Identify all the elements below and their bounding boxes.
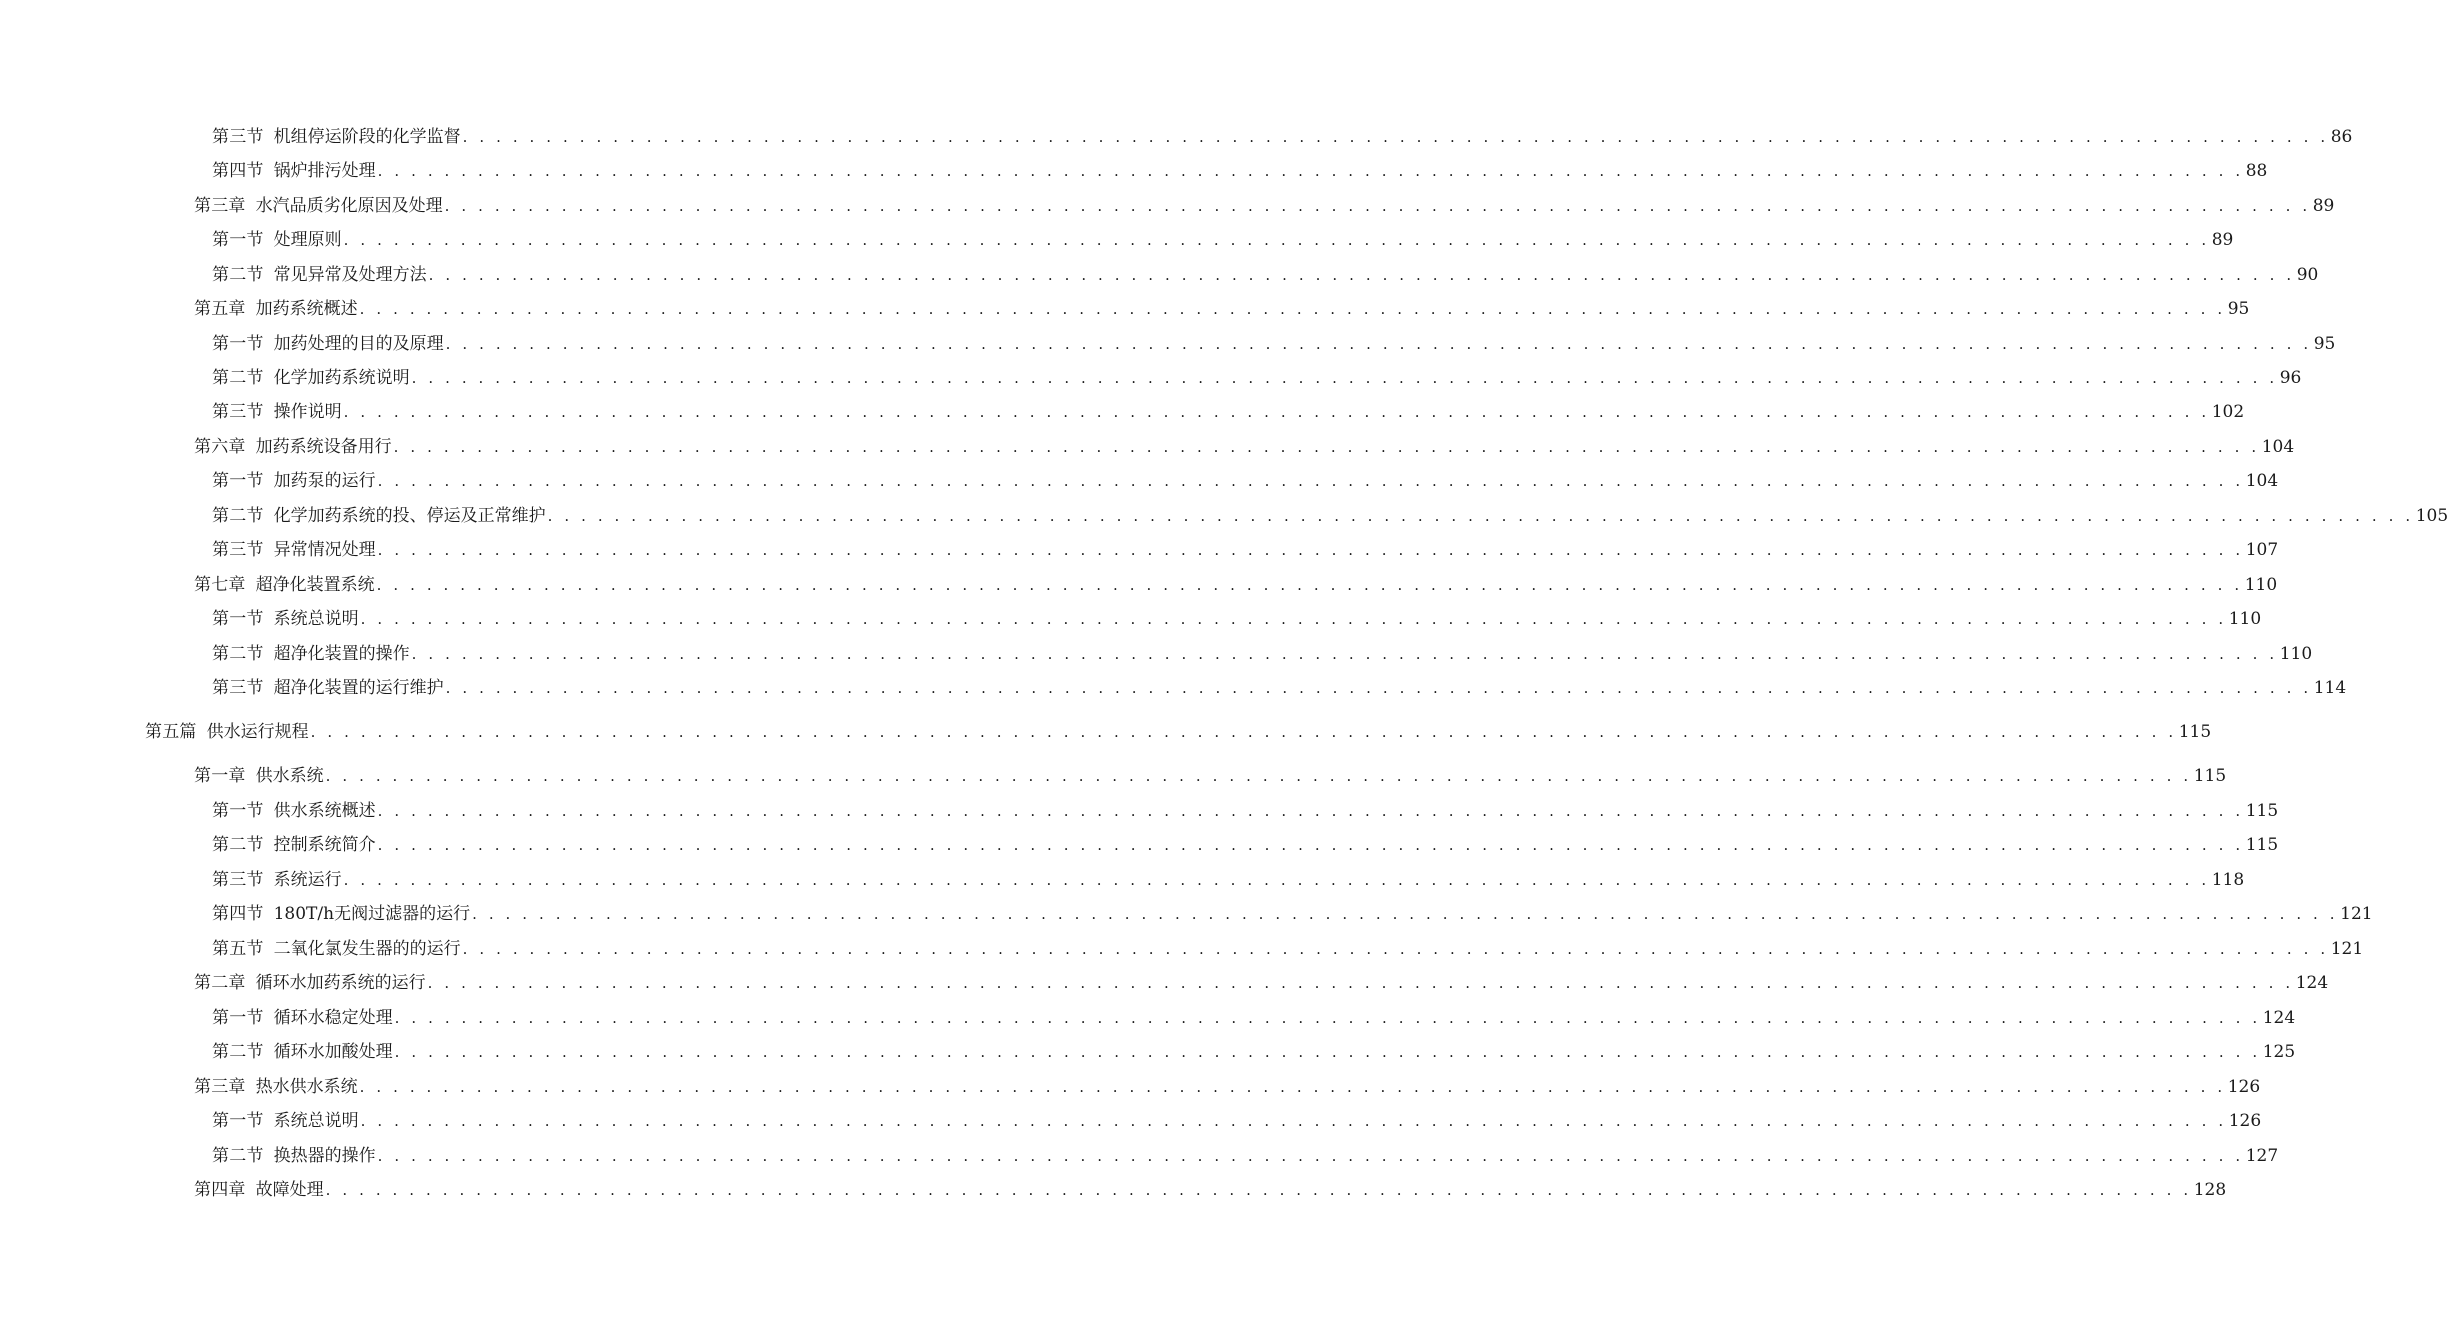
toc-entry — [212, 1109, 2262, 1133]
entry-title: 循环水加药系统的运行 — [255, 973, 426, 993]
entry-title: 加药系统概述 — [255, 299, 358, 319]
entry-page-number: 127 — [2245, 1146, 2279, 1166]
entry-page-number: 115 — [2245, 835, 2279, 855]
entry-label: 第二节 — [212, 506, 264, 526]
entry-page-number: 89 — [2211, 230, 2234, 250]
dot-leader: . . . . . . . . . . . . . . . . . . . . . . . . . . . . . . . . . . . . . . . . . . . . . . . . . . . . . . . . . . . . . . . . . . . . . . . . . . . . . . . . . . . . . . . . . . . . . . . . . . . . . . . . . . . . . . . . — [411, 645, 2278, 663]
entry-page-number: 128 — [2193, 1180, 2227, 1200]
dot-leader: . . . . . . . . . . . . . . . . . . . . . . . . . . . . . . . . . . . . . . . . . . . . . . . . . . . . . . . . . . . . . . . . . . . . . . . . . . . . . . . . . . . . . . . . . . . . . . . . . . . . . . . . . . . . . . . . — [462, 128, 2329, 146]
entry-label: 第三章 — [194, 1077, 246, 1097]
toc-entry — [194, 573, 2278, 597]
dot-leader: . . . . . . . . . . . . . . . . . . . . . . . . . . . . . . . . . . . . . . . . . . . . . . . . . . . . . . . . . . . . . . . . . . . . . . . . . . . . . . . . . . . . . . . . . . . . . . . . . . . . . . . . . . . . . . . . — [472, 905, 2339, 923]
dot-leader: . . . . . . . . . . . . . . . . . . . . . . . . . . . . . . . . . . . . . . . . . . . . . . . . . . . . . . . . . . . . . . . . . . . . . . . . . . . . . . . . . . . . . . . . . . . . . . . . . . . . . . . . . . . . . . . . — [377, 802, 2244, 820]
entry-title: 二氧化氯发生器的的运行 — [273, 939, 461, 959]
entry-label: 第四节 — [212, 161, 264, 181]
dot-leader: . . . . . . . . . . . . . . . . . . . . . . . . . . . . . . . . . . . . . . . . . . . . . . . . . . . . . . . . . . . . . . . . . . . . . . . . . . . . . . . . . . . . . . . . . . . . . . . . . . . . . . . . . . . . . . . . — [445, 335, 2312, 353]
entry-label: 第二节 — [212, 644, 264, 664]
entry-title: 加药处理的目的及原理 — [273, 334, 444, 354]
entry-label: 第四节 — [212, 904, 264, 924]
entry-title: 循环水稳定处理 — [273, 1008, 393, 1028]
toc-entry — [194, 971, 2329, 995]
entry-title: 锅炉排污处理 — [273, 161, 376, 181]
toc-entry — [212, 228, 2234, 252]
entry-page-number: 90 — [2296, 265, 2319, 285]
toc-entry — [212, 676, 2347, 700]
entry-title: 换热器的操作 — [273, 1146, 376, 1166]
toc-entry — [194, 764, 2227, 788]
entry-title: 水汽品质劣化原因及处理 — [255, 196, 443, 216]
entry-page-number: 104 — [2261, 437, 2295, 457]
entry-label: 第一节 — [212, 1008, 264, 1028]
toc-entry — [212, 833, 2279, 857]
entry-title: 常见异常及处理方法 — [273, 265, 427, 285]
dot-leader: . . . . . . . . . . . . . . . . . . . . . . . . . . . . . . . . . . . . . . . . . . . . . . . . . . . . . . . . . . . . . . . . . . . . . . . . . . . . . . . . . . . . . . . . . . . . . . . . . . . . . . . . . . . . . . . . — [359, 1078, 2226, 1096]
toc-entry — [212, 263, 2319, 287]
dot-leader: . . . . . . . . . . . . . . . . . . . . . . . . . . . . . . . . . . . . . . . . . . . . . . . . . . . . . . . . . . . . . . . . . . . . . . . . . . . . . . . . . . . . . . . . . . . . . . . . . . . . . . . . . . . . . . . . — [377, 836, 2244, 854]
entry-title: 故障处理 — [255, 1180, 324, 1200]
dot-leader: . . . . . . . . . . . . . . . . . . . . . . . . . . . . . . . . . . . . . . . . . . . . . . . . . . . . . . . . . . . . . . . . . . . . . . . . . . . . . . . . . . . . . . . . . . . . . . . . . . . . . . . . . . . . . . . . — [310, 723, 2177, 741]
dot-leader: . . . . . . . . . . . . . . . . . . . . . . . . . . . . . . . . . . . . . . . . . . . . . . . . . . . . . . . . . . . . . . . . . . . . . . . . . . . . . . . . . . . . . . . . . . . . . . . . . . . . . . . . . . . . . . . . — [360, 610, 2227, 628]
entry-title: 操作说明 — [273, 402, 342, 422]
entry-label: 第一节 — [212, 609, 264, 629]
entry-label: 第二章 — [194, 973, 246, 993]
toc-entry — [194, 1075, 2261, 1099]
toc-entry — [194, 435, 2295, 459]
entry-title: 化学加药系统的投、停运及正常维护 — [273, 506, 546, 526]
entry-page-number: 89 — [2312, 196, 2335, 216]
dot-leader: . . . . . . . . . . . . . . . . . . . . . . . . . . . . . . . . . . . . . . . . . . . . . . . . . . . . . . . . . . . . . . . . . . . . . . . . . . . . . . . . . . . . . . . . . . . . . . . . . . . . . . . . . . . . . . . . — [377, 472, 2244, 490]
toc-entry — [212, 607, 2262, 631]
entry-title: 处理原则 — [273, 230, 342, 250]
entry-label: 第三节 — [212, 870, 264, 890]
dot-leader: . . . . . . . . . . . . . . . . . . . . . . . . . . . . . . . . . . . . . . . . . . . . . . . . . . . . . . . . . . . . . . . . . . . . . . . . . . . . . . . . . . . . . . . . . . . . . . . . . . . . . . . . . . . . . . . . — [428, 266, 2295, 284]
entry-title: 化学加药系统说明 — [273, 368, 410, 388]
entry-page-number: 86 — [2330, 127, 2353, 147]
toc-entry — [212, 868, 2245, 892]
entry-label: 第五节 — [212, 939, 264, 959]
entry-title: 机组停运阶段的化学监督 — [273, 127, 461, 147]
entry-page-number: 126 — [2227, 1077, 2261, 1097]
dot-leader: . . . . . . . . . . . . . . . . . . . . . . . . . . . . . . . . . . . . . . . . . . . . . . . . . . . . . . . . . . . . . . . . . . . . . . . . . . . . . . . . . . . . . . . . . . . . . . . . . . . . . . . . . . . . . . . . — [343, 231, 2210, 249]
entry-label: 第二节 — [212, 1042, 264, 1062]
dot-leader: . . . . . . . . . . . . . . . . . . . . . . . . . . . . . . . . . . . . . . . . . . . . . . . . . . . . . . . . . . . . . . . . . . . . . . . . . . . . . . . . . . . . . . . . . . . . . . . . . . . . . . . . . . . . . . . . — [325, 767, 2192, 785]
entry-title: 系统总说明 — [273, 609, 359, 629]
entry-title: 加药泵的运行 — [273, 471, 376, 491]
toc-entry — [212, 125, 2353, 149]
entry-title: 异常情况处理 — [273, 540, 376, 560]
toc-entry — [212, 902, 2373, 926]
entry-title: 加药系统设备用行 — [255, 437, 392, 457]
entry-title: 热水供水系统 — [255, 1077, 358, 1097]
entry-label: 第五篇 — [145, 722, 197, 742]
entry-page-number: 88 — [2245, 161, 2268, 181]
entry-title: 控制系统简介 — [273, 835, 376, 855]
entry-page-number: 95 — [2313, 334, 2336, 354]
entry-label: 第三节 — [212, 127, 264, 147]
dot-leader: . . . . . . . . . . . . . . . . . . . . . . . . . . . . . . . . . . . . . . . . . . . . . . . . . . . . . . . . . . . . . . . . . . . . . . . . . . . . . . . . . . . . . . . . . . . . . . . . . . . . . . . . . . . . . . . . — [343, 871, 2210, 889]
entry-label: 第三章 — [194, 196, 246, 216]
entry-title: 系统总说明 — [273, 1111, 359, 1131]
entry-label: 第一节 — [212, 1111, 264, 1131]
dot-leader: . . . . . . . . . . . . . . . . . . . . . . . . . . . . . . . . . . . . . . . . . . . . . . . . . . . . . . . . . . . . . . . . . . . . . . . . . . . . . . . . . . . . . . . . . . . . . . . . . . . . . . . . . . . . . . . . — [394, 1009, 2261, 1027]
entry-label: 第一节 — [212, 801, 264, 821]
toc-entry — [212, 538, 2279, 562]
toc-entry — [212, 937, 2364, 961]
entry-page-number: 126 — [2228, 1111, 2262, 1131]
dot-leader: . . . . . . . . . . . . . . . . . . . . . . . . . . . . . . . . . . . . . . . . . . . . . . . . . . . . . . . . . . . . . . . . . . . . . . . . . . . . . . . . . . . . . . . . . . . . . . . . . . . . . . . . . . . . . . . . — [393, 438, 2260, 456]
toc-entry — [212, 1040, 2296, 1064]
entry-page-number: 107 — [2245, 540, 2279, 560]
dot-leader: . . . . . . . . . . . . . . . . . . . . . . . . . . . . . . . . . . . . . . . . . . . . . . . . . . . . . . . . . . . . . . . . . . . . . . . . . . . . . . . . . . . . . . . . . . . . . . . . . . . . . . . . . . . . . . . . — [411, 369, 2278, 387]
entry-page-number: 96 — [2279, 368, 2302, 388]
entry-page-number: 110 — [2228, 609, 2262, 629]
toc-entry — [194, 194, 2335, 218]
entry-page-number: 115 — [2245, 801, 2279, 821]
entry-page-number: 124 — [2295, 973, 2329, 993]
dot-leader: . . . . . . . . . . . . . . . . . . . . . . . . . . . . . . . . . . . . . . . . . . . . . . . . . . . . . . . . . . . . . . . . . . . . . . . . . . . . . . . . . . . . . . . . . . . . . . . . . . . . . . . . . . . . . . . . — [376, 576, 2243, 594]
entry-label: 第三节 — [212, 540, 264, 560]
entry-label: 第二节 — [212, 835, 264, 855]
dot-leader: . . . . . . . . . . . . . . . . . . . . . . . . . . . . . . . . . . . . . . . . . . . . . . . . . . . . . . . . . . . . . . . . . . . . . . . . . . . . . . . . . . . . . . . . . . . . . . . . . . . . . . . . . . . . . . . . — [394, 1043, 2261, 1061]
dot-leader: . . . . . . . . . . . . . . . . . . . . . . . . . . . . . . . . . . . . . . . . . . . . . . . . . . . . . . . . . . . . . . . . . . . . . . . . . . . . . . . . . . . . . . . . . . . . . . . . . . . . . . . . . . . . . . . . — [360, 1112, 2227, 1130]
dot-leader: . . . . . . . . . . . . . . . . . . . . . . . . . . . . . . . . . . . . . . . . . . . . . . . . . . . . . . . . . . . . . . . . . . . . . . . . . . . . . . . . . . . . . . . . . . . . . . . . . . . . . . . . . . . . . . . . — [359, 300, 2226, 318]
entry-title: 系统运行 — [273, 870, 342, 890]
entry-title: 循环水加酸处理 — [273, 1042, 393, 1062]
entry-page-number: 121 — [2330, 939, 2364, 959]
entry-label: 第五章 — [194, 299, 246, 319]
toc-entry — [212, 469, 2279, 493]
dot-leader: . . . . . . . . . . . . . . . . . . . . . . . . . . . . . . . . . . . . . . . . . . . . . . . . . . . . . . . . . . . . . . . . . . . . . . . . . . . . . . . . . . . . . . . . . . . . . . . . . . . . . . . . . . . . . . . . — [547, 507, 2414, 525]
entry-page-number: 110 — [2244, 575, 2278, 595]
entry-title: 超净化装置的运行维护 — [273, 678, 444, 698]
entry-page-number: 121 — [2340, 904, 2373, 924]
dot-leader: . . . . . . . . . . . . . . . . . . . . . . . . . . . . . . . . . . . . . . . . . . . . . . . . . . . . . . . . . . . . . . . . . . . . . . . . . . . . . . . . . . . . . . . . . . . . . . . . . . . . . . . . . . . . . . . . — [377, 1147, 2244, 1165]
toc-entry — [212, 799, 2279, 823]
toc-entry — [194, 297, 2250, 321]
entry-label: 第二节 — [212, 1146, 264, 1166]
entry-title: 超净化装置系统 — [255, 575, 375, 595]
entry-label: 第二节 — [212, 368, 264, 388]
toc-entry — [212, 332, 2336, 356]
entry-title: 供水运行规程 — [206, 722, 309, 742]
entry-title: 供水系统概述 — [273, 801, 376, 821]
entry-label: 第六章 — [194, 437, 246, 457]
dot-leader: . . . . . . . . . . . . . . . . . . . . . . . . . . . . . . . . . . . . . . . . . . . . . . . . . . . . . . . . . . . . . . . . . . . . . . . . . . . . . . . . . . . . . . . . . . . . . . . . . . . . . . . . . . . . . . . . — [377, 541, 2244, 559]
toc-entry — [212, 504, 2448, 528]
toc-entry — [212, 159, 2268, 183]
entry-label: 第一章 — [194, 766, 246, 786]
dot-leader: . . . . . . . . . . . . . . . . . . . . . . . . . . . . . . . . . . . . . . . . . . . . . . . . . . . . . . . . . . . . . . . . . . . . . . . . . . . . . . . . . . . . . . . . . . . . . . . . . . . . . . . . . . . . . . . . — [325, 1181, 2192, 1199]
entry-page-number: 124 — [2262, 1008, 2296, 1028]
entry-page-number: 114 — [2313, 678, 2347, 698]
entry-page-number: 118 — [2211, 870, 2245, 890]
entry-page-number: 125 — [2262, 1042, 2296, 1062]
entry-label: 第一节 — [212, 471, 264, 491]
toc-entry — [194, 1178, 2227, 1202]
entry-label: 第三节 — [212, 678, 264, 698]
entry-label: 第四章 — [194, 1180, 246, 1200]
dot-leader: . . . . . . . . . . . . . . . . . . . . . . . . . . . . . . . . . . . . . . . . . . . . . . . . . . . . . . . . . . . . . . . . . . . . . . . . . . . . . . . . . . . . . . . . . . . . . . . . . . . . . . . . . . . . . . . . — [377, 162, 2244, 180]
entry-title: 180T/h无阀过滤器的运行 — [273, 904, 471, 924]
dot-leader: . . . . . . . . . . . . . . . . . . . . . . . . . . . . . . . . . . . . . . . . . . . . . . . . . . . . . . . . . . . . . . . . . . . . . . . . . . . . . . . . . . . . . . . . . . . . . . . . . . . . . . . . . . . . . . . . — [427, 974, 2294, 992]
entry-page-number: 115 — [2178, 722, 2212, 742]
entry-label: 第七章 — [194, 575, 246, 595]
dot-leader: . . . . . . . . . . . . . . . . . . . . . . . . . . . . . . . . . . . . . . . . . . . . . . . . . . . . . . . . . . . . . . . . . . . . . . . . . . . . . . . . . . . . . . . . . . . . . . . . . . . . . . . . . . . . . . . . — [445, 679, 2312, 697]
toc-entry — [145, 720, 2212, 744]
entry-page-number: 95 — [2227, 299, 2250, 319]
toc-entry — [212, 1006, 2296, 1030]
toc-entry — [212, 366, 2302, 390]
entry-title: 超净化装置的操作 — [273, 644, 410, 664]
entry-label: 第一节 — [212, 230, 264, 250]
entry-label: 第二节 — [212, 265, 264, 285]
toc-entry — [212, 400, 2245, 424]
dot-leader: . . . . . . . . . . . . . . . . . . . . . . . . . . . . . . . . . . . . . . . . . . . . . . . . . . . . . . . . . . . . . . . . . . . . . . . . . . . . . . . . . . . . . . . . . . . . . . . . . . . . . . . . . . . . . . . . — [444, 197, 2311, 215]
entry-label: 第三节 — [212, 402, 264, 422]
entry-label: 第一节 — [212, 334, 264, 354]
entry-page-number: 115 — [2193, 766, 2227, 786]
entry-title: 供水系统 — [255, 766, 324, 786]
dot-leader: . . . . . . . . . . . . . . . . . . . . . . . . . . . . . . . . . . . . . . . . . . . . . . . . . . . . . . . . . . . . . . . . . . . . . . . . . . . . . . . . . . . . . . . . . . . . . . . . . . . . . . . . . . . . . . . . — [343, 403, 2210, 421]
entry-page-number: 104 — [2245, 471, 2279, 491]
entry-page-number: 110 — [2279, 644, 2313, 664]
toc-entry — [212, 642, 2313, 666]
dot-leader: . . . . . . . . . . . . . . . . . . . . . . . . . . . . . . . . . . . . . . . . . . . . . . . . . . . . . . . . . . . . . . . . . . . . . . . . . . . . . . . . . . . . . . . . . . . . . . . . . . . . . . . . . . . . . . . . — [462, 940, 2329, 958]
entry-page-number: 102 — [2211, 402, 2245, 422]
toc-entry — [212, 1144, 2279, 1168]
entry-page-number: 105 — [2415, 506, 2448, 526]
